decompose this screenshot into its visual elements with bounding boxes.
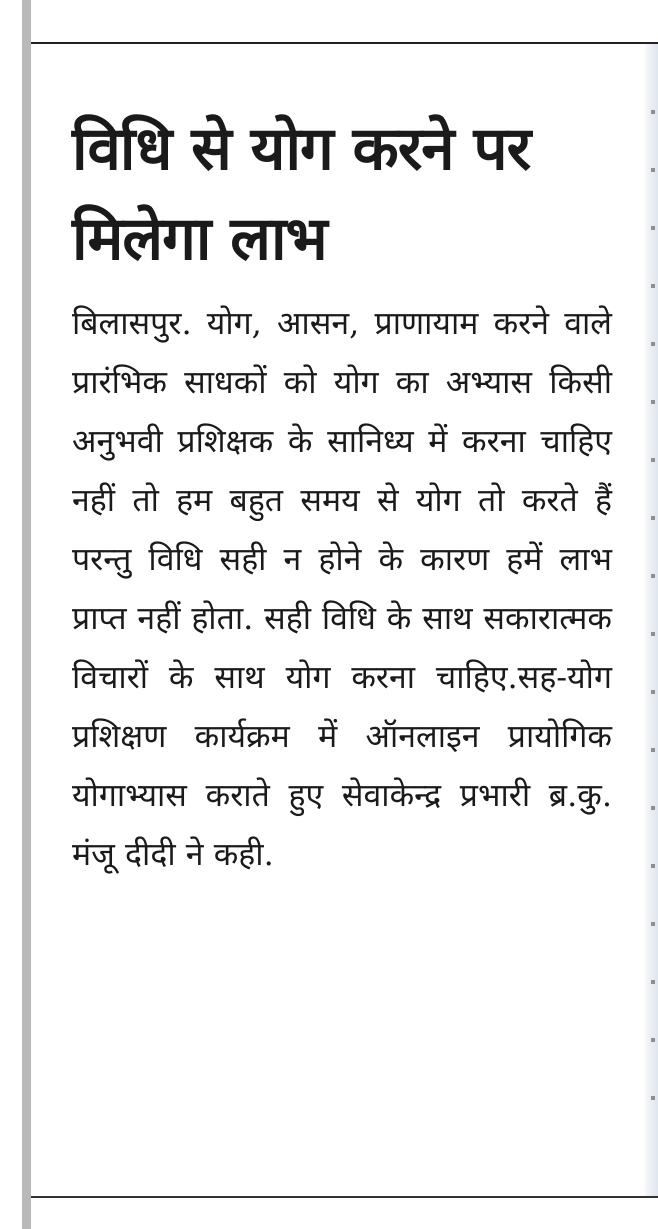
adjacent-column-text-fragments <box>651 110 655 1110</box>
column-rule-top <box>31 42 658 44</box>
column-rule-bottom <box>31 1196 658 1198</box>
column-border-left <box>22 0 31 1229</box>
article-body: बिलासपुर. योग, आसन, प्राणायाम करने वाले प्रारंभिक साधकों को योग का अभ्यास किसी अनुभवी प्रशिक्षक के सानिध्य में करना चाहिए नहीं तो हम बहुत समय से योग तो करते हैं परन्तु विधि सही न होने के कारण हमें लाभ प्राप्त नहीं होता. सही विधि के साथ सकारात्मक विचारों के साथ योग करना चाहिए.सह-योग प्रशिक्षण कार्यक्रम में ऑनलाइन प्रायोगिक योगाभ्यास कराते हुए सेवाकेन्द्र प्रभारी ब्र.कु. मंजू दीदी ने कही. <box>72 304 612 873</box>
article-headline: विधि से योग करने पर मिलेगा लाभ <box>72 114 531 274</box>
